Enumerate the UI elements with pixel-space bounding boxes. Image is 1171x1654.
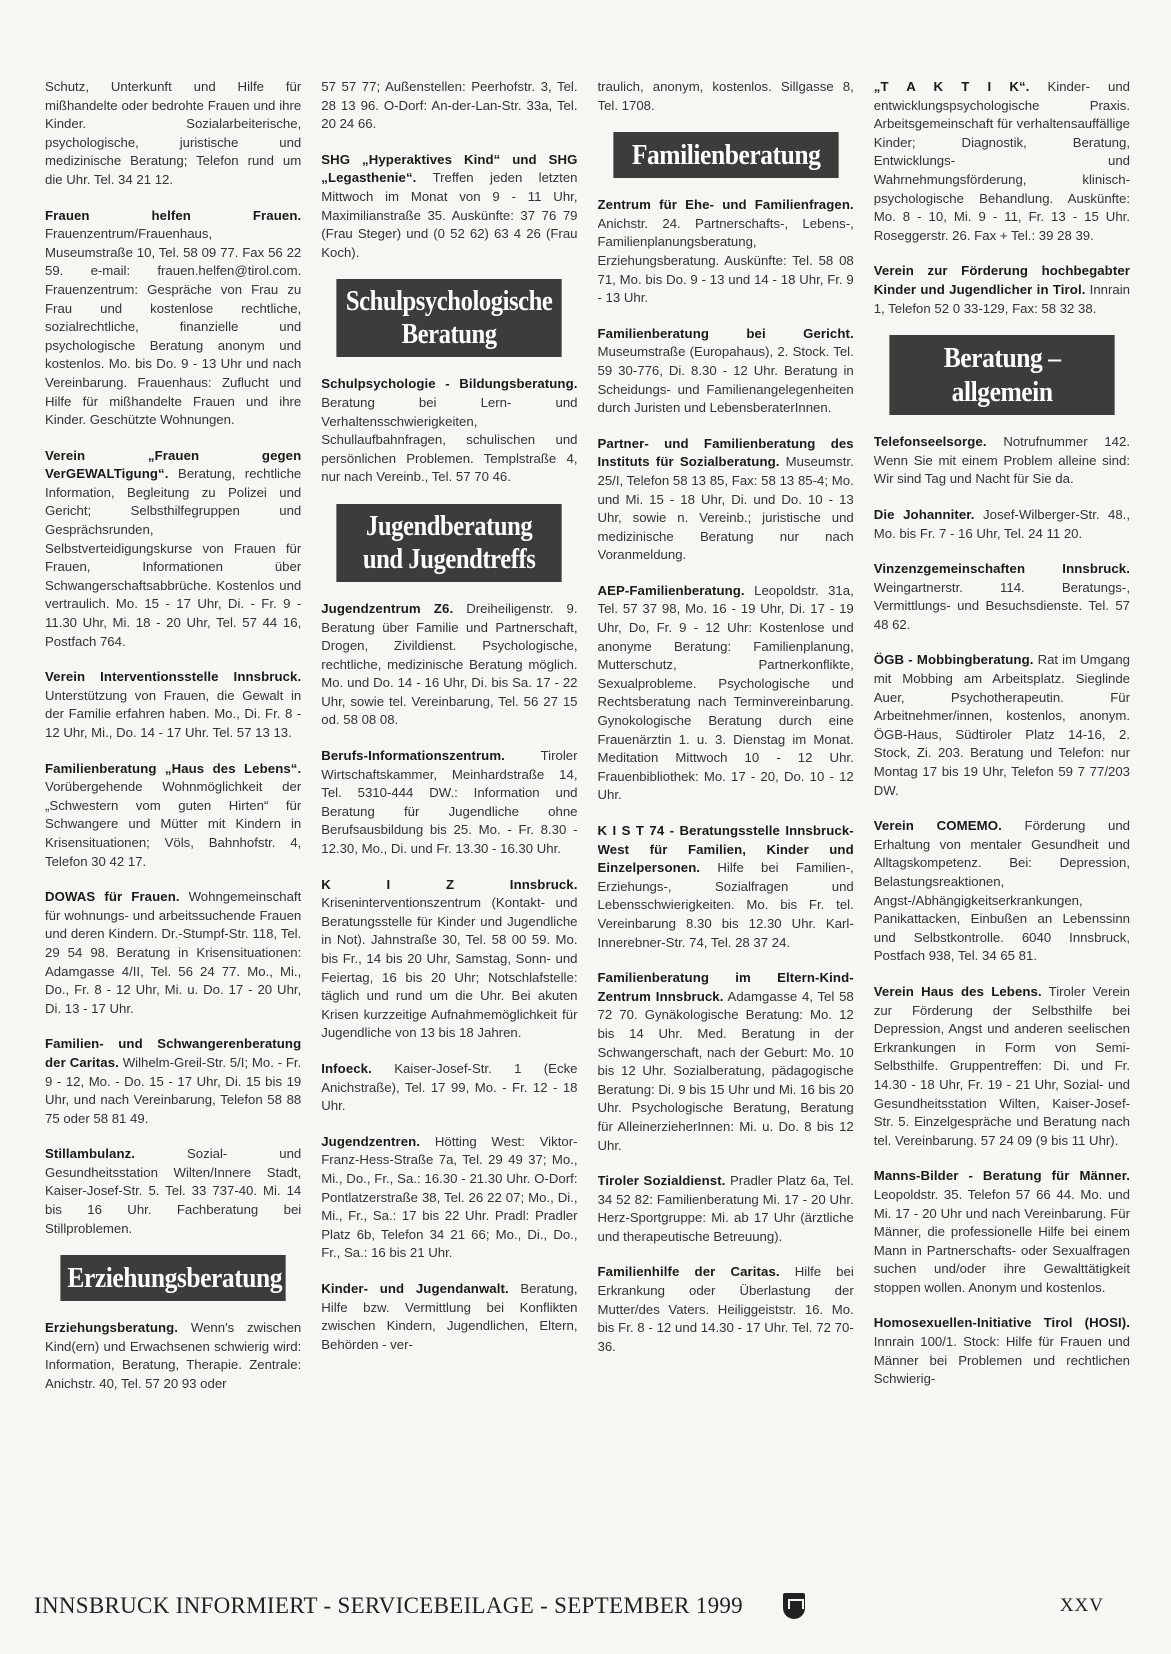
entry-text: Vorübergehende Wohnmöglichkeit der „Schwestern vom guten Hirten“ für Schwangere und Mütter mit Kindern in Krisensituationen; Völs, Bahnhofstr. 4, Telefon 30 42 17.: [45, 779, 302, 869]
directory-entry: [45, 447, 301, 652]
entry-text: Wilhelm-Greil-Str. 5/I; Mo. - Fr. 9 - 12, Mo. - Do. 15 - 17 Uhr, Di. 15 bis 19 Uhr, und nach Vereinbarung, Telefon 58 88 75 oder 58 81 49.: [45, 1054, 302, 1126]
entry-text: Notrufnummer 142. Wenn Sie mit einem Problem alleine sind: Wir sind Tag und Nacht für Sie da.: [873, 434, 1130, 487]
directory-entry: [45, 888, 301, 1018]
city-crest-icon: [783, 1593, 805, 1619]
entry-text: Unterstützung von Frauen, die Gewalt in der Familie erfahren haben. Mo., Di. Fr. 8 - 12 Uhr, Mi., Do. 14 - 17 Uhr. Tel. 57 13 13.: [45, 687, 302, 740]
directory-entry: [321, 747, 577, 859]
directory-entry: [45, 1145, 301, 1238]
entry-name: Stillambulanz.: [45, 1146, 136, 1162]
entry-text: Hötting West: Viktor-Franz-Hess-Straße 7a, Tel. 29 49 37; Mo., Mi., Do., Fr., Sa.: 16.30 - 21.30 Uhr. O-Dorf: Pontlatzerstraße 38, Tel. 26 22 07; Mo., Di., Mi., Fr., Sa.: 17 bis 22 Uhr. Pradl: Pradler Platz 6b, Telefon 34 21 66; Mo., Di., Do., Fr., Sa.: 16 bis 21 Uhr.: [321, 1133, 578, 1261]
directory-entry: [598, 969, 854, 1155]
directory-entry: [321, 375, 577, 487]
entry-name: Verein Interventionsstelle Innsbruck.: [45, 669, 302, 685]
directory-entry: [874, 1314, 1130, 1388]
entry-name: Schulpsychologie - Bildungsberatung.: [321, 376, 578, 392]
directory-entry: [45, 78, 301, 190]
entry-name: Erziehungsberatung.: [45, 1320, 179, 1336]
directory-entry: [874, 560, 1130, 634]
page-footer: [34, 1593, 1144, 1619]
entry-name: Infoeck.: [321, 1060, 372, 1076]
entry-text: Adamgasse 4, Tel 58 72 70. Gynäkologische Beratung: Mo. 12 bis 14 Uhr. Med. Beratung in der Schwangerschaft, nach der Geburt: Mo. 10 bis 12 Uhr. Sozialberatung, pädagogische Beratung: Di. 9 bis 15 Uhr und Mi. 16 bis 20 Uhr. Psychologische Beratung, Beratung für AlleinerzieherInnen: Mi. u. Do. 8 bis 12 Uhr.: [597, 988, 854, 1153]
directory-entry: [598, 1263, 854, 1356]
entry-name: Zentrum für Ehe- und Familienfragen.: [597, 197, 854, 213]
directory-entry: [598, 822, 854, 952]
entry-text: Tiroler Verein zur Förderung der Selbsthilfe bei Depression, Angst und anderen seelischen Erkrankungen in Form von Semi-Selbsthilfe. Gruppentreffen: Di. und Fr. 14.30 - 18 Uhr, Fr. 19 - 21 Uhr, Sozial- und Gesundheitsstation Wilten, Kaiser-Josef-Str. 5. Einzelgespräche und Beratung nach tel. Vereinbarung. 57 24 09 (9 bis 11 Uhr).: [873, 983, 1130, 1148]
entry-name: Telefonseelsorge.: [873, 434, 987, 450]
section-heading-line: Schulpsychologische: [346, 286, 553, 318]
entry-text: Wohngemeinschaft für wohnungs- und arbeitssuchende Frauen und deren Kindern. Dr.-Stumpf-Str. 118, Tel. 29 54 98. Beratung in Krisensituationen: Adamgasse 4/II, Tel. 56 24 77. Mo., Mi., Do., Fr. 8 - 12 Uhr, Mi. u. Do. 17 - 20 Uhr, Di. 13 - 17 Uhr.: [45, 889, 302, 1016]
entry-text: Leopoldstr. 35. Telefon 57 66 44. Mo. und Mi. 17 - 20 Uhr und nach Vereinbarung. Für Männer, die professionelle Hilfe bei einem Mann in Partnerschafts- oder Sexualfragen suchen und/oder ihre Gewalttätigkeit stoppen wollen. Anonym und kostenlos.: [873, 1186, 1130, 1295]
entry-name: Vinzenzgemeinschaften Innsbruck.: [873, 561, 1130, 577]
directory-entry: [321, 151, 577, 263]
entry-name: Berufs-Informationszentrum.: [321, 748, 505, 764]
entry-text: Innrain 100/1. Stock: Hilfe für Frauen und Männer bei Problemen und rechtlichen Schwierig-: [873, 1334, 1130, 1387]
directory-entry: [45, 760, 301, 872]
directory-entry: [598, 1172, 854, 1246]
entry-name: K I S T 74 - Beratungsstelle Innsbruck-West für Familien, Kinder und Einzelpersonen.: [597, 823, 854, 876]
footer-title: INNSBRUCK INFORMIERT - SERVICEBEILAGE - SEPTEMBER 1999: [34, 1593, 743, 1618]
entry-text: Rat im Umgang mit Mobbing am Arbeitsplatz. Sieglinde Auer, Psychotherapeutin. Für Arbeitnehmer/innen, kostenlos, anonym. ÖGB-Haus, Südtiroler Platz 14-16, 2. Stock, Zi. 203. Beratung und Telefon: nur Montag 17 bis 19 Uhr, Telefon 59 7 77/203 DW.: [873, 652, 1130, 798]
entry-text: Dreiheiligenstr. 9. Beratung über Familie und Partnerschaft, Drogen, Zivildienst. Psychologische, rechtliche, medizinische Beratung möglich. Mo. und Do. 14 - 16 Uhr, Di. bis Sa. 17 - 22 Uhr, sowie tel. Vereinbarung, Tel. 56 27 15 od. 58 08 08.: [321, 600, 578, 728]
section-heading-line: Beratung: [401, 319, 497, 351]
directory-entry: [598, 435, 854, 565]
entry-name: Familien- und Schwangerenberatung der Caritas.: [45, 1036, 302, 1070]
column-2: [321, 78, 577, 1548]
section-heading-line: Beratung – allgemein: [943, 342, 1061, 409]
entry-name: „T A K T I K“.: [873, 79, 1030, 94]
directory-entry: [874, 1167, 1130, 1297]
entry-name: Verein zur Förderung hochbegabter Kinder und Jugendlicher in Tirol.: [873, 263, 1130, 297]
directory-entry: [874, 506, 1130, 543]
directory-entry: [874, 433, 1130, 489]
entry-name: Die Johanniter.: [873, 506, 975, 522]
directory-entry: [321, 1280, 577, 1354]
entry-name: Tiroler Sozialdienst.: [597, 1173, 726, 1189]
entry-name: Frauen helfen Frauen.: [45, 207, 302, 223]
entry-text: 57 57 77; Außenstellen: Peerhofstr. 3, Tel. 28 13 96. O-Dorf: An-der-Lan-Str. 33a, Tel. 20 24 66.: [321, 79, 578, 132]
article-columns: [45, 78, 1130, 1548]
directory-entry: [45, 207, 301, 430]
directory-entry: [321, 1060, 577, 1116]
entry-text: Beratung, Hilfe bzw. Vermittlung bei Konflikten zwischen Kindern, Jugendlichen, Eltern, Behörden - ver-: [321, 1280, 578, 1352]
entry-text: Treffen jeden letzten Mittwoch im Monat von 9 - 11 Uhr, Maximilianstraße 35. Auskünfte: 37 76 79 (Frau Steger) und (0 52 62) 63 4 26 (Frau Koch).: [321, 170, 578, 260]
entry-name: SHG „Hyperaktives Kind“ und SHG „Legasthenie“.: [321, 151, 578, 186]
entry-text: Weingartnerstr. 114. Beratungs-, Vermittlungs- und Besuchsdienste. Tel. 57 48 62.: [873, 579, 1130, 632]
directory-entry: [598, 582, 854, 805]
entry-text: Kinder- und entwicklungspsychologische Praxis. Arbeitsgemeinschaft für verhaltensauffällige Kinder; Diagnostik, Beratung, Entwicklungs- und Wahrnehmungsförderung, klinisch-psychologische Behandlung. Auskünfte: Mo. 8 - 10, Mi. 9 - 11, Fr. 13 - 15 Uhr. Roseggerstr. 26. Fax + Tel.: 39 28 39.: [873, 79, 1130, 243]
entry-text: traulich, anonym, kostenlos. Sillgasse 8, Tel. 1708.: [597, 79, 854, 113]
entry-text: Kriseninterventionszentrum (Kontakt- und Beratungsstelle für Kinder und Jugendliche in Not). Jahnstraße 30, Tel. 58 00 59. Mo. bis Fr., 14 bis 20 Uhr, Samstag, Sonn- und Feiertag, 16 bis 20 Uhr; Notschlafstelle: täglich und rund um die Uhr. Bei akuten Krisen kurzzeitige Aufnahmemöglichkeit für Jugendliche von 13 bis 18 Jahren.: [321, 895, 578, 1041]
section-heading: [889, 335, 1115, 415]
column-3: [598, 78, 854, 1548]
directory-entry: [598, 196, 854, 308]
entry-name: ÖGB - Mobbingberatung.: [873, 652, 1034, 668]
entry-name: Kinder- und Jugendanwalt.: [321, 1280, 509, 1296]
section-heading: [613, 132, 839, 178]
column-4: [874, 78, 1130, 1548]
entry-text: Beratung, rechtliche Information, Begleitung zu Polizei und Gericht; Selbsthilfegruppen und Gesprächsrunden, Selbstverteidigungskurse von Frauen für Frauen, Informationen über Schwangerschaftsabbrüche. Kostenlos und vertraulich. Mo. 15 - 17 Uhr, Di. - Fr. 9 - 11.30 Uhr, Mi. 18 - 20 Uhr, Tel. 57 44 16, Postfach 764.: [45, 466, 302, 649]
entry-text: Beratung bei Lern- und Verhaltensschwierigkeiten, Schullaufbahnfragen, schulischen und persönlichen Problemen. Templstraße 4, nur nach Vereinb., Tel. 57 70 46.: [321, 394, 578, 485]
entry-text: Anichstr. 24. Partnerschafts-, Lebens-, Familienplanungsberatung, Erziehungsberatung. Auskünfte: Tel. 58 08 71, Mo. bis Do. 9 - 13 und 14 - 18 Uhr, Fr. 9 - 13 Uhr.: [597, 215, 854, 306]
entry-text: Schutz, Unterkunft und Hilfe für mißhandelte oder bedrohte Frauen und ihre Kinder. Sozialarbeiterische, psychologische, juristische und medizinische Beratung; Telefon rund um die Uhr. Tel. 34 21 12.: [45, 79, 302, 187]
section-heading: [337, 279, 563, 357]
entry-name: DOWAS für Frauen.: [45, 889, 180, 905]
entry-text: Josef-Wilberger-Str. 48., Mo. bis Fr. 7 - 16 Uhr, Tel. 24 11 20.: [873, 506, 1130, 541]
section-heading: [60, 1255, 286, 1301]
column-1: [45, 78, 301, 1548]
entry-name: Partner- und Familienberatung des Instituts für Sozialberatung.: [597, 435, 854, 470]
directory-entry: [874, 651, 1130, 800]
section-heading-line: Jugendberatung: [366, 510, 533, 542]
entry-name: Homosexuellen-Initiative Tirol (HOSI).: [873, 1315, 1130, 1331]
directory-entry: [45, 1319, 301, 1393]
directory-entry: [321, 78, 577, 134]
directory-entry: [874, 817, 1130, 966]
entry-text: Kaiser-Josef-Str. 1 (Ecke Anichstraße), Tel. 17 99, Mo. - Fr. 12 - 18 Uhr.: [321, 1060, 578, 1114]
entry-name: Familienberatung bei Gericht.: [597, 325, 854, 341]
entry-name: Verein COMEMO.: [873, 818, 1002, 834]
entry-name: Jugendzentren.: [321, 1133, 421, 1149]
section-heading-line: und Jugendtreffs: [363, 543, 536, 575]
page-number: XXV: [1059, 1595, 1104, 1616]
entry-text: Wenn's zwischen Kind(ern) und Erwachsenen schwierig wird: Information, Beratung, Therapie. Zentrale: Anichstr. 40, Tel. 57 20 93 oder: [45, 1320, 302, 1392]
entry-name: Familienhilfe der Caritas.: [597, 1264, 780, 1280]
entry-text: Pradler Platz 6a, Tel. 34 52 82: Familienberatung Mi. 17 - 20 Uhr. Herz-Sportgruppe: Mi. ab 17 Uhr (ärztliche und therapeutische Betreuung).: [597, 1173, 854, 1244]
entry-text: Hilfe bei Familien-, Erziehungs-, Sozialfragen und Lebensschwierigkeiten. Mo. bis Fr. tel. Vereinbarung 8.30 bis 12.30 Uhr. Karl-Innerebner-Str. 74, Tel. 28 37 24.: [597, 860, 854, 950]
entry-text: Förderung und Erhaltung von mentaler Gesundheit und Alltagskompetenz. Bei: Depression, Belastungsreaktionen, Angst-/Abhängigkeitserkrankungen, Panikattacken, Einbußen an Lebenssinn und Selbstkontrolle. 6040 Innsbruck, Postfach 938, Tel. 34 65 81.: [873, 818, 1130, 964]
section-heading-line: Erziehungsberatung: [67, 1262, 283, 1295]
entry-text: Hilfe bei Erkrankung oder Überlastung der Mutter/des Vaters. Heiliggeiststr. 16. Mo. bis Fr. 8 - 12 und 14.30 - 17 Uhr. Tel. 72 70-36.: [597, 1264, 854, 1354]
entry-name: Familienberatung im Eltern-Kind-Zentrum Innsbruck.: [597, 970, 854, 1004]
directory-entry: [874, 983, 1130, 1150]
entry-text: Tiroler Wirtschaftskammer, Meinhardstraße 14, Tel. 5310-444 DW.: Information und Beratung für Jugendliche ohne Berufsausbildung bis 25. Mo. - Fr. 8.30 - 12.30, Mo., Di. und Fr. 13.30 - 16.30 Uhr.: [321, 748, 578, 857]
directory-entry: [598, 325, 854, 418]
entry-name: Verein Haus des Lebens.: [873, 983, 1042, 999]
directory-entry: [874, 78, 1130, 245]
entry-name: Verein „Frauen gegen VerGEWALTigung“.: [45, 447, 302, 482]
entry-text: Sozial- und Gesundheitsstation Wilten/Innere Stadt, Kaiser-Josef-Str. 5. Tel. 33 737-40. Mi. 14 bis 16 Uhr. Fachberatung bei Stillproblemen.: [45, 1146, 302, 1236]
entry-text: Museumstr. 25/I, Telefon 58 13 85, Fax: 58 13 85-4; Mo. und Mi. 15 - 18 Uhr, Di. und Do. 10 - 13 Uhr, sowie n. Vereinb.; juristische und medizinische Beratung nur nach Voranmeldung.: [597, 454, 854, 563]
entry-name: Familienberatung „Haus des Lebens“.: [45, 760, 302, 776]
entry-text: Leopoldstr. 31a, Tel. 57 37 98, Mo. 16 - 19 Uhr, Di. 17 - 19 Uhr, Do, Fr. 9 - 12 Uhr: Kostenlose und anonyme Beratung: Familienplanung, Mutterschutz, Partnerkonflikte, Sexualprobleme. Psychologische und Rechtsberatung nach Terminvereinbarung. Gynokologische Beratung durch eine Frauenärztin 1. u. 3. Dienstag im Monat. Meditation Mittwoch 10 - 12 Uhr. Frauenbibliothek: Mo. 17 - 20, Do. 10 - 12 Uhr.: [597, 582, 854, 803]
directory-entry: [45, 1035, 301, 1128]
directory-entry: [874, 262, 1130, 318]
section-heading: [337, 504, 563, 582]
entry-name: Manns-Bilder - Beratung für Männer.: [873, 1168, 1130, 1184]
entry-name: AEP-Familienberatung.: [597, 582, 745, 598]
entry-text: Innrain 1, Telefon 52 0 33-129, Fax: 58 32 38.: [873, 281, 1130, 316]
entry-name: Jugendzentrum Z6.: [321, 600, 454, 616]
directory-entry: [45, 668, 301, 742]
section-heading-line: Familienberatung: [631, 139, 820, 172]
directory-entry: [321, 876, 577, 1043]
directory-entry: [598, 78, 854, 115]
entry-text: Frauenzentrum/Frauenhaus, Museumstraße 10, Tel. 58 09 77. Fax 56 22 59. e-mail: frauen.helfen@tirol.com. Frauenzentrum: Gespräche von Frau zu Frau und kostenlose rechtliche, sozialrechtliche, finanzielle und psychologische Beratung anonym und kostenlos. Mo. bis Do. 9 - 13 Uhr und nach Vereinbarung. Frauenhaus: Zuflucht und Hilfe für mißhandelte Frauen und ihre Kinder. Geschützte Wohnungen.: [45, 226, 302, 428]
directory-entry: [321, 600, 577, 730]
entry-text: Museumstraße (Europahaus), 2. Stock. Tel. 59 30-776, Di. 8.30 - 12 Uhr. Beratung in Scheidungs- und Familienangelegenheiten durch Juristen und LebensberaterInnen.: [597, 344, 854, 416]
directory-entry: [321, 1133, 577, 1263]
entry-name: K I Z Innsbruck.: [321, 876, 578, 892]
